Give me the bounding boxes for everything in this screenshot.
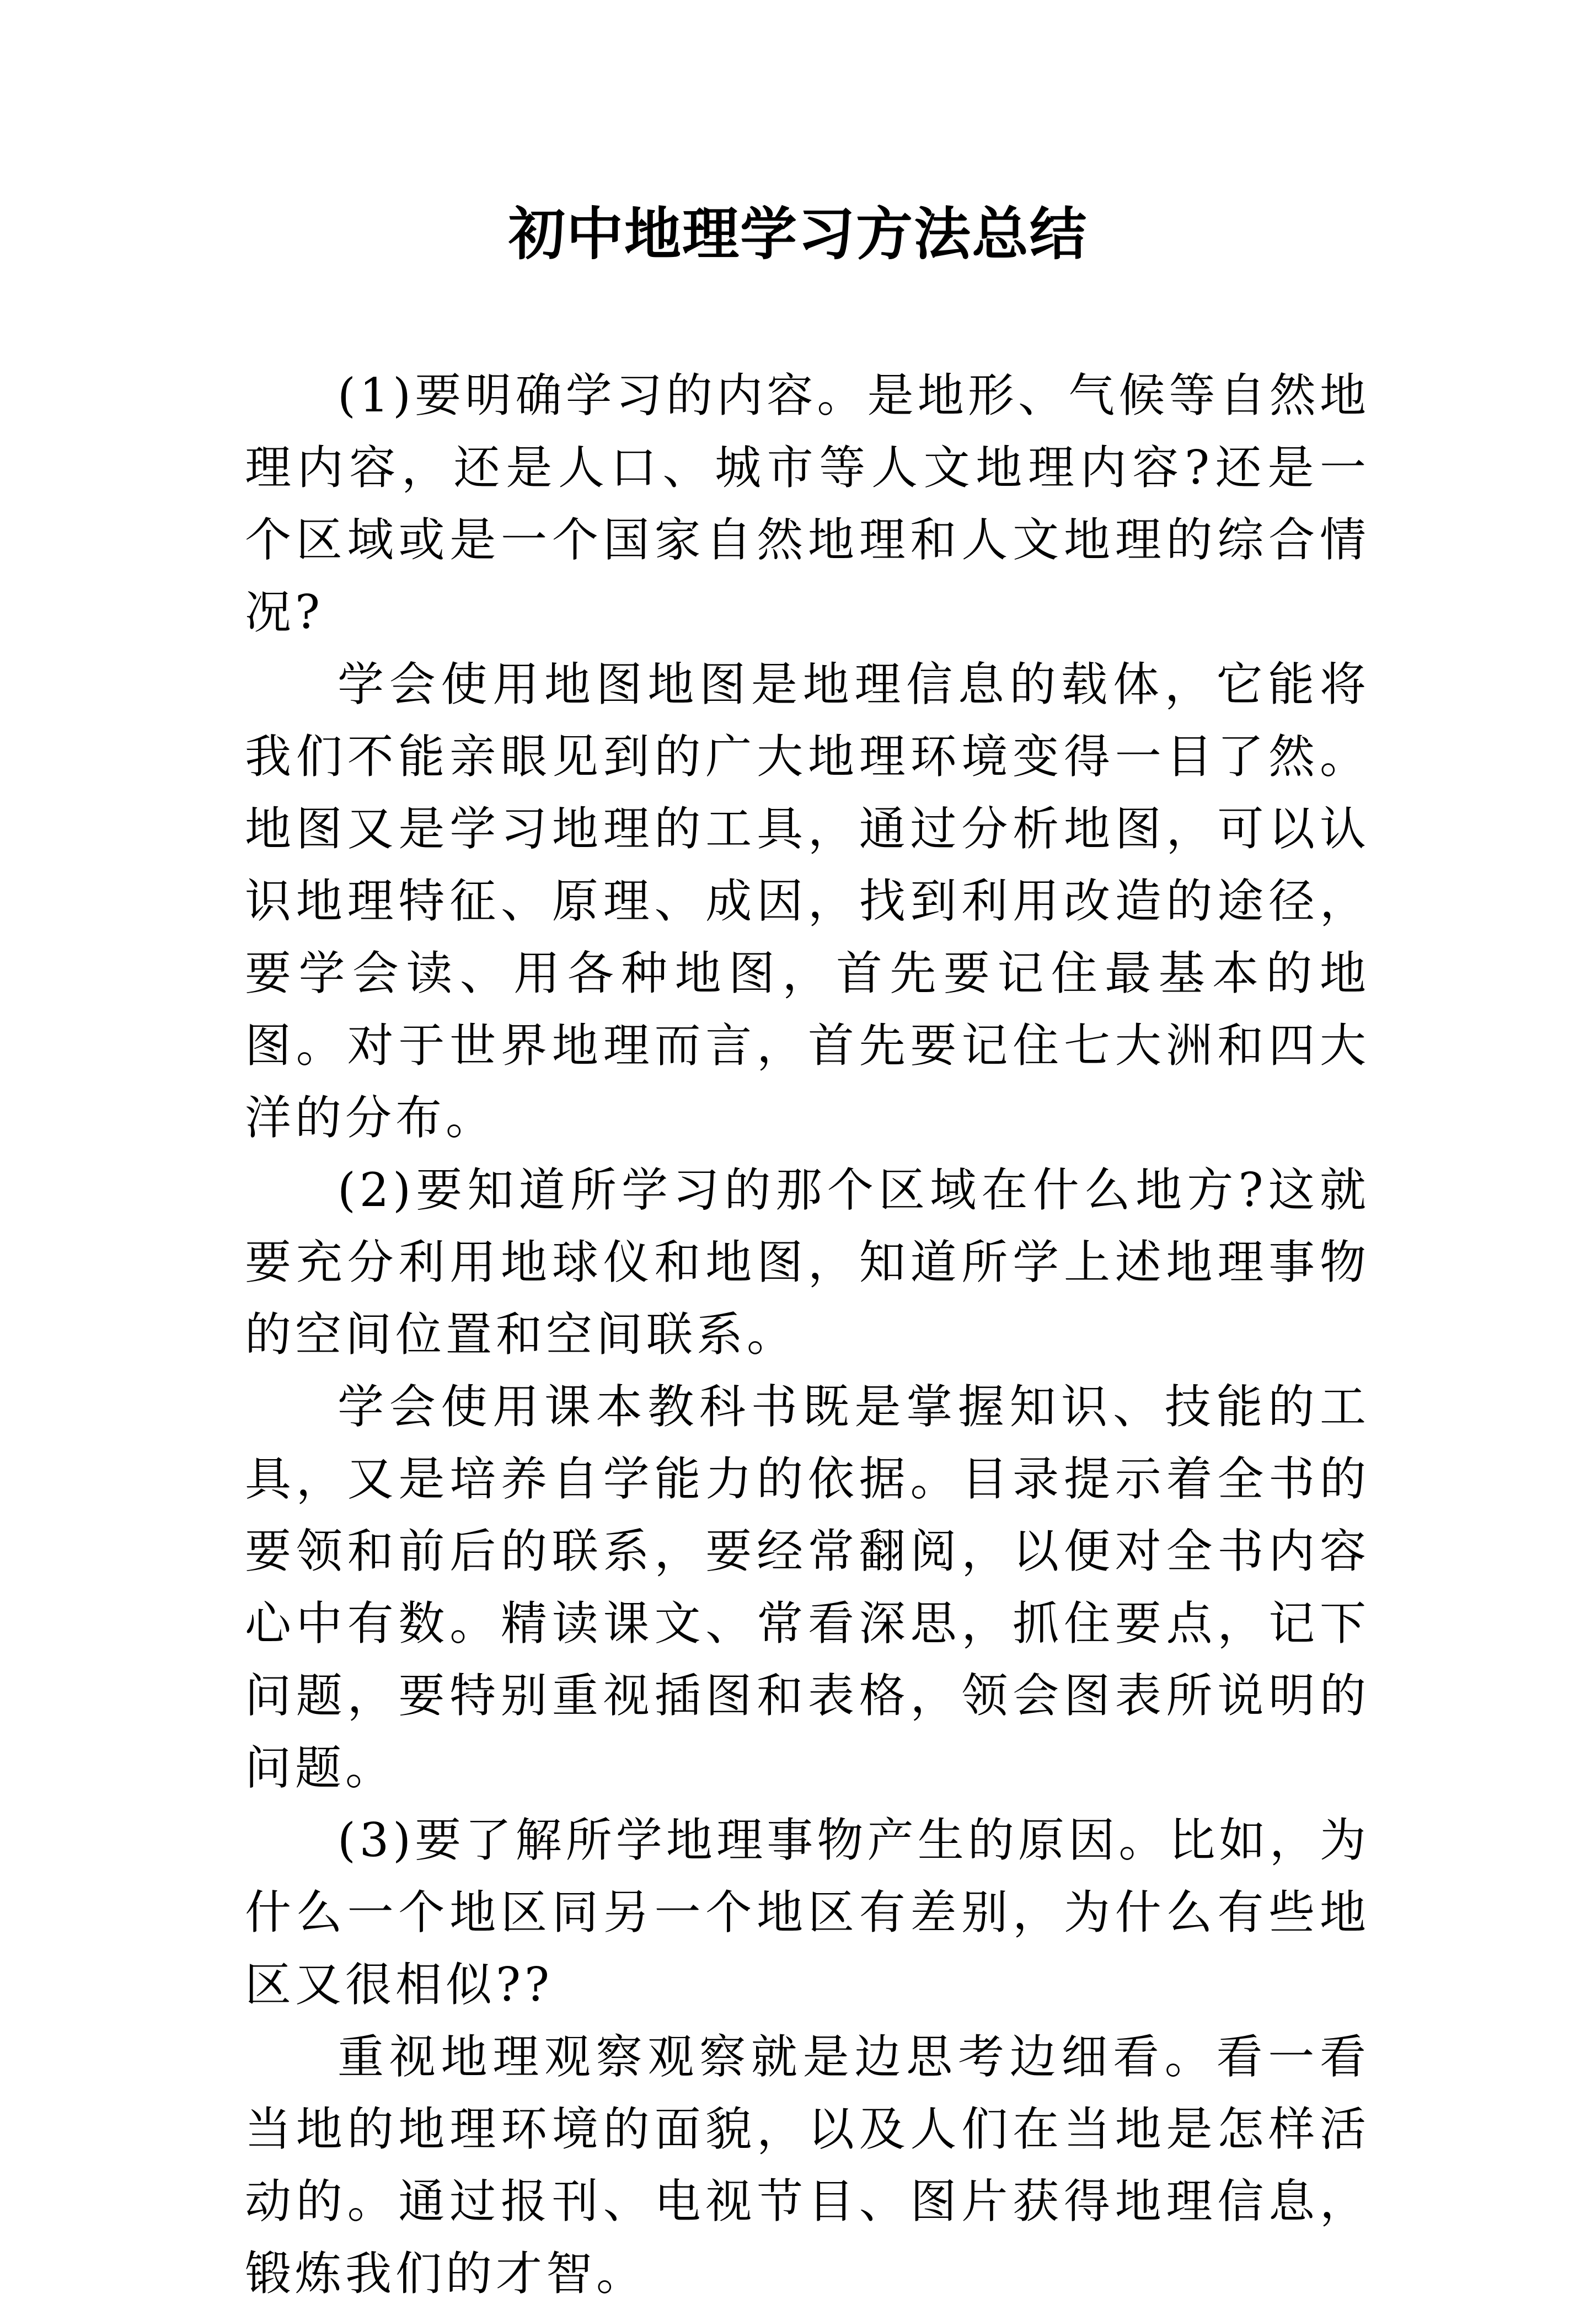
paragraph-6: 重视地理观察观察就是边思考边细看。看一看当地的地理环境的面貌，以及人们在当地是怎样活动的。通过报刊、电视节目、图片获得地理信息，锻炼我们的才智。 (245, 2030, 1370, 2301)
paragraph-4: 学会使用课本教科书既是掌握知识、技能的工具，又是培养自学能力的依据。目录提示着全书的要领和前后的联系，要经常翻阅，以便对全书内容心中有数。精读课文、常看深思，抓住要点，记下问题，要特别重视插图和表格，领会图表所说明的问题。 (245, 1380, 1370, 1795)
document-title: 初中地理学习方法总结 (508, 201, 1088, 267)
paragraph-2: 学会使用地图地图是地理信息的载体，它能将我们不能亲眼见到的广大地理环境变得一目了然。地图又是学习地理的工具，通过分析地图，可以认识地理特征、原理、成因，找到利用改造的途径，要学会读、用各种地图，首先要记住最基本的地图。对于世界地理而言，首先要记住七大洲和四大洋的分布。 (245, 657, 1370, 1145)
document-body (245, 360, 1370, 2310)
paragraph-5: (3)要了解所学地理事物产生的原因。比如，为什么一个地区同另一个地区有差别，为什么有些地区又很相似?? (245, 1813, 1370, 2012)
paragraph-3: (2)要知道所学习的那个区域在什么地方?这就要充分利用地球仪和地图，知道所学上述地理事物的空间位置和空间联系。 (245, 1163, 1370, 1362)
paragraph-1: (1)要明确学习的内容。是地形、气候等自然地理内容，还是人口、城市等人文地理内容?还是一个区域或是一个国家自然地理和人文地理的综合情况? (245, 368, 1370, 639)
